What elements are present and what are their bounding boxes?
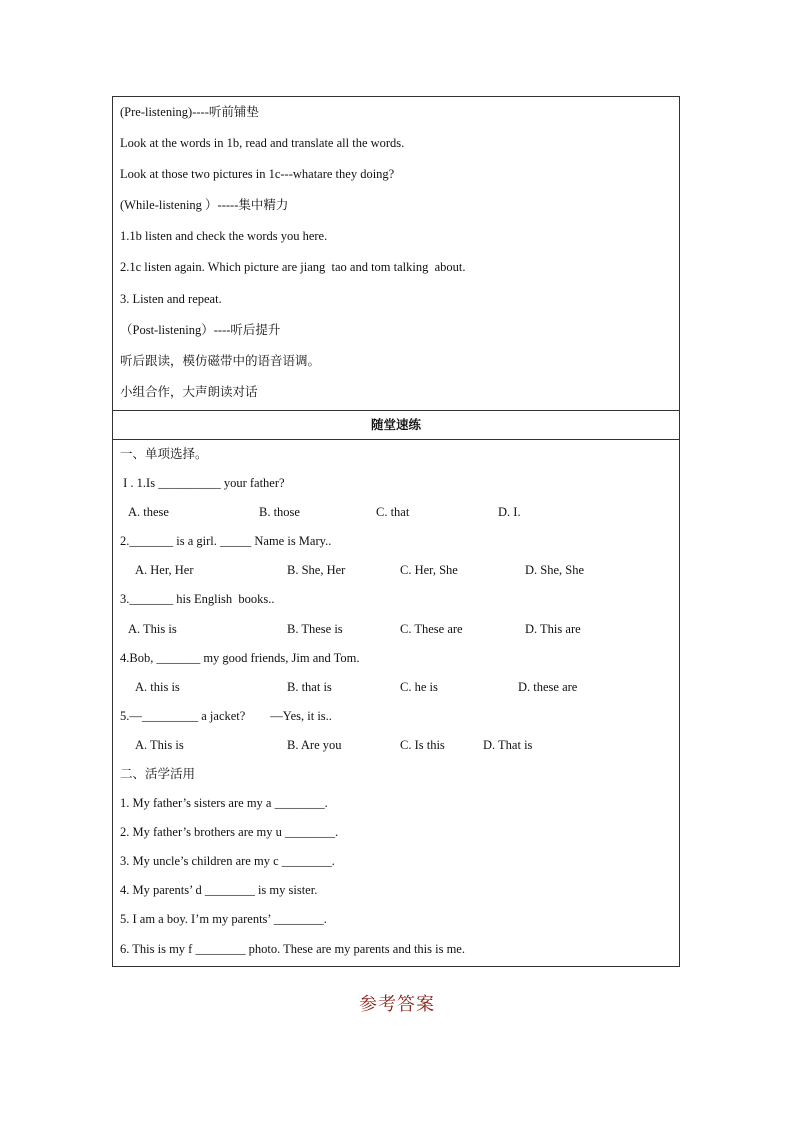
fill-blank-item: 2. My father’s brothers are my u ________.	[120, 825, 339, 840]
while-listening-heading: (While-listening ）-----集中精力	[120, 198, 289, 213]
fill-blank-item: 5. I am a boy. I’m my parents’ ________.	[120, 912, 327, 927]
exercise-header: 随堂速练	[113, 410, 679, 440]
pre-listening-heading: (Pre-listening)----听前铺垫	[120, 105, 259, 119]
option-a: A. This is	[135, 737, 184, 752]
option-d: D. That is	[483, 737, 533, 752]
option-a: A. Her, Her	[135, 563, 194, 578]
option-a: A. This is	[128, 621, 177, 636]
fill-blank-item: 1. My father’s sisters are my a ________.	[120, 796, 328, 811]
option-c: C. These are	[400, 621, 463, 636]
question-1-options	[120, 498, 679, 527]
instruction-line: 1.1b listen and check the words you here.	[120, 229, 328, 244]
worksheet-table	[112, 96, 680, 967]
question-3-options	[120, 615, 679, 644]
question-4: 4.Bob, _______ my good friends, Jim and Tom.	[120, 650, 360, 665]
fill-blank-item: 6. This is my f ________ photo. These are my parents and this is me.	[120, 941, 465, 956]
option-b: B. that is	[287, 679, 332, 694]
option-c: C. Is this	[400, 737, 445, 752]
option-c: C. that	[376, 505, 410, 520]
option-b: B. Are you	[287, 737, 342, 752]
option-d: D. I.	[498, 505, 521, 520]
instruction-line: Look at those two pictures in 1c---whatare they doing?	[120, 167, 395, 182]
fill-blank-item: 3. My uncle’s children are my c ________.	[120, 854, 335, 869]
option-b: B. those	[259, 505, 300, 520]
option-c: C. he is	[400, 679, 438, 694]
answer-key-title: 参考答案	[359, 994, 435, 1015]
option-d: D. This are	[525, 621, 581, 636]
instruction-line: 听后跟读，模仿磁带中的语音语调。	[120, 353, 321, 368]
instruction-line: 小组合作，大声朗读对话	[120, 384, 258, 399]
question-2-options	[120, 556, 679, 585]
option-a: A. these	[128, 505, 169, 520]
instruction-line: Look at the words in 1b, read and translate all the words.	[120, 136, 405, 151]
option-d: D. these are	[518, 679, 578, 694]
part2-title: 二、活学活用	[120, 766, 196, 781]
option-c: C. Her, She	[400, 563, 458, 578]
question-3: 3._______ his English books..	[120, 592, 275, 607]
option-b: B. She, Her	[287, 563, 346, 578]
fill-blank-item: 4. My parents’ d ________ is my sister.	[120, 883, 318, 898]
question-2: 2._______ is a girl. _____ Name is Mary..	[120, 534, 332, 549]
question-5-options	[120, 731, 679, 760]
post-listening-heading: （Post-listening）----听后提升	[120, 322, 281, 337]
question-4-options	[120, 673, 679, 702]
instruction-line: 3. Listen and repeat.	[120, 291, 222, 306]
option-b: B. These is	[287, 621, 343, 636]
part1-title: 一、单项选择。	[120, 446, 208, 461]
exercise-section	[113, 440, 679, 966]
listening-steps	[113, 97, 679, 410]
instruction-line: 2.1c listen again. Which picture are jiang tao and tom talking about.	[120, 260, 466, 275]
option-d: D. She, She	[525, 563, 585, 578]
question-5: 5.—_________ a jacket? —Yes, it is..	[120, 708, 332, 723]
question-1: I . 1.Is __________ your father?	[120, 476, 285, 491]
option-a: A. this is	[135, 679, 180, 694]
